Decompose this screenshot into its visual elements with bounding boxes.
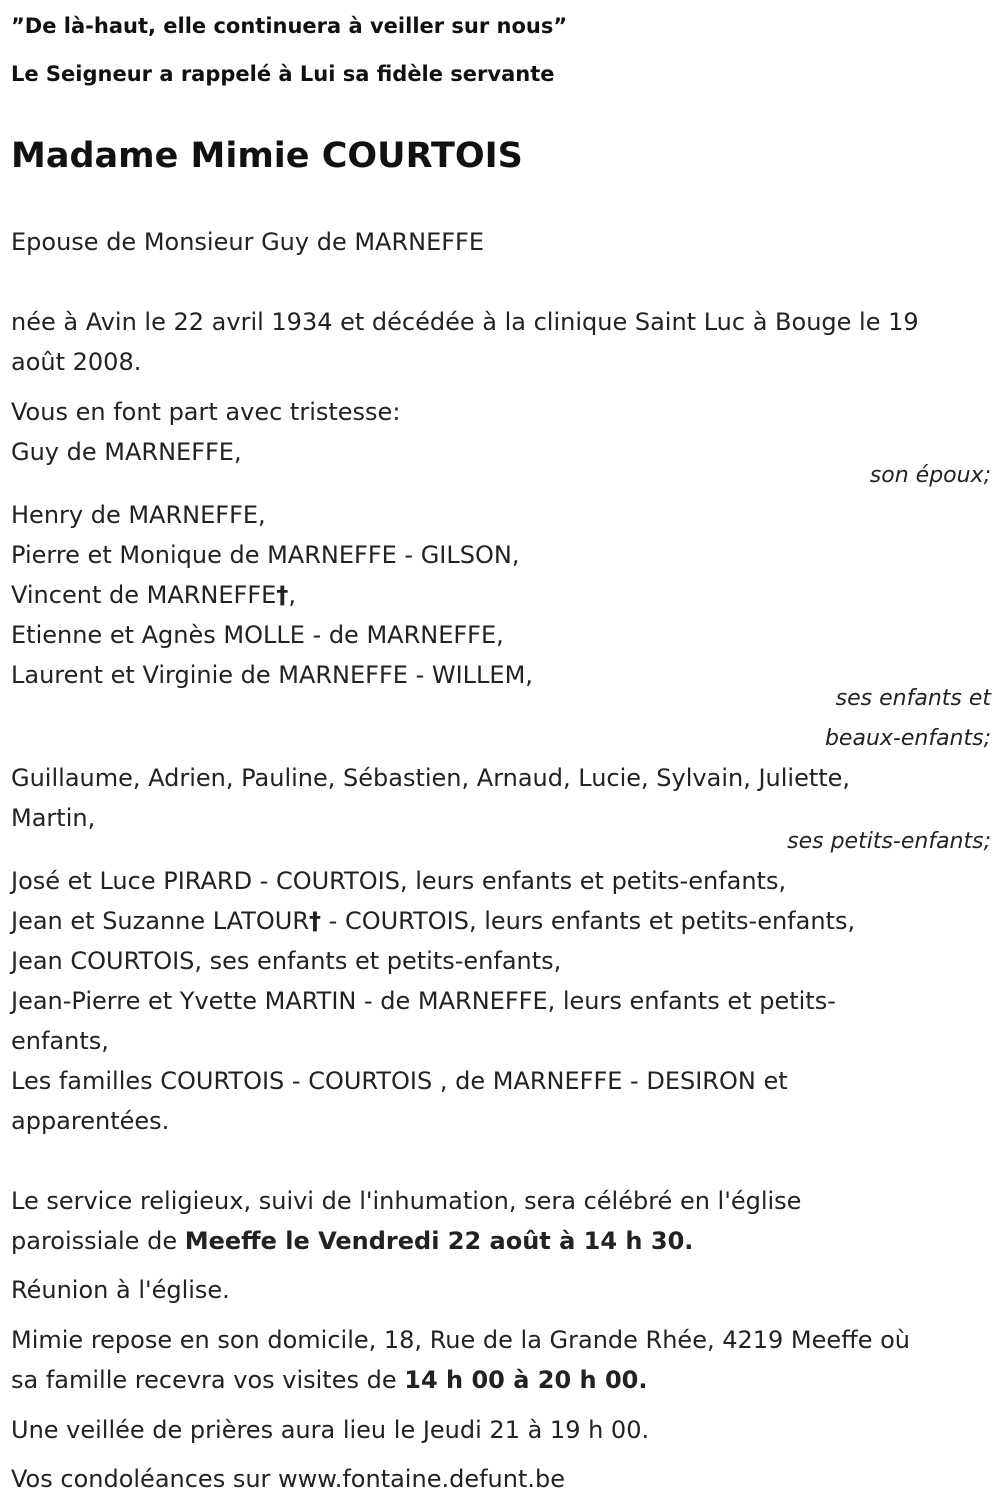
service-line-2 — [11, 1221, 991, 1261]
vigil-line: Une veillée de prières aura lieu le Jeudi 21 à 19 h 00. — [11, 1416, 650, 1444]
children-role-line-2: beaux-enfants; — [824, 726, 991, 751]
family-line-7: apparentées. — [11, 1107, 170, 1135]
cross-icon: † — [309, 907, 322, 935]
birth-death-line-1: née à Avin le 22 avril 1934 et décédée à la clinique Saint Luc à Bouge le 19 — [11, 308, 919, 336]
birth-death-line-2: août 2008. — [11, 348, 142, 376]
family-line-2-name: Jean et Suzanne LATOUR — [11, 907, 310, 935]
spouse-line: Epouse de Monsieur Guy de MARNEFFE — [11, 228, 485, 256]
family-line-3: Jean COURTOIS, ses enfants et petits-enfants, — [11, 947, 562, 975]
cross-icon: † — [276, 581, 289, 609]
repose-line-1: Mimie repose en son domicile, 18, Rue de la Grande Rhée, 4219 Meeffe où — [11, 1326, 910, 1354]
header-quote: ”De là-haut, elle continuera à veiller sur nous” — [11, 14, 568, 38]
meeting-line: Réunion à l'église. — [11, 1276, 230, 1304]
grandchildren-role: ses petits-enfants; — [787, 829, 991, 854]
grandchildren-line-1: Guillaume, Adrien, Pauline, Sébastien, Arnaud, Lucie, Sylvain, Juliette, — [11, 764, 851, 792]
spouse-name: Guy de MARNEFFE, — [11, 438, 242, 466]
family-line-6: Les familles COURTOIS - COURTOIS , de MARNEFFE - DESIRON et — [11, 1067, 788, 1095]
child-3-name: Vincent de MARNEFFE — [11, 581, 277, 609]
child-3-comma: , — [288, 581, 296, 609]
family-line-4: Jean-Pierre et Yvette MARTIN - de MARNEFFE, leurs enfants et petits- — [11, 987, 836, 1015]
child-2: Pierre et Monique de MARNEFFE - GILSON, — [11, 541, 520, 569]
child-1: Henry de MARNEFFE, — [11, 501, 266, 529]
family-line-2-rest: - COURTOIS, leurs enfants et petits-enfants, — [321, 907, 856, 935]
child-3 — [11, 575, 991, 615]
header-calling: Le Seigneur a rappelé à Lui sa fidèle servante — [11, 62, 555, 86]
service-line-1: Le service religieux, suivi de l'inhumation, sera célébré en l'église — [11, 1187, 802, 1215]
condolences-line: Vos condoléances sur www.fontaine.defunt.be — [11, 1465, 565, 1493]
grandchildren-line-2: Martin, — [11, 804, 96, 832]
announcement-intro: Vous en font part avec tristesse: — [11, 398, 401, 426]
child-5: Laurent et Virginie de MARNEFFE - WILLEM, — [11, 661, 533, 689]
family-line-2 — [11, 901, 991, 941]
deceased-name: Madame Mimie COURTOIS — [11, 136, 523, 176]
repose-line-2-prefix: sa famille recevra vos visites de — [11, 1366, 405, 1394]
visiting-hours: 14 h 00 à 20 h 00. — [404, 1366, 648, 1394]
service-line-2-prefix: paroissiale de — [11, 1227, 185, 1255]
children-role-line-1: ses enfants et — [835, 686, 991, 711]
child-4: Etienne et Agnès MOLLE - de MARNEFFE, — [11, 621, 504, 649]
family-line-1: José et Luce PIRARD - COURTOIS, leurs enfants et petits-enfants, — [11, 867, 787, 895]
family-line-5: enfants, — [11, 1027, 109, 1055]
spouse-role: son époux; — [869, 463, 991, 488]
service-date-time: Meeffe le Vendredi 22 août à 14 h 30. — [184, 1227, 694, 1255]
repose-line-2 — [11, 1360, 991, 1400]
